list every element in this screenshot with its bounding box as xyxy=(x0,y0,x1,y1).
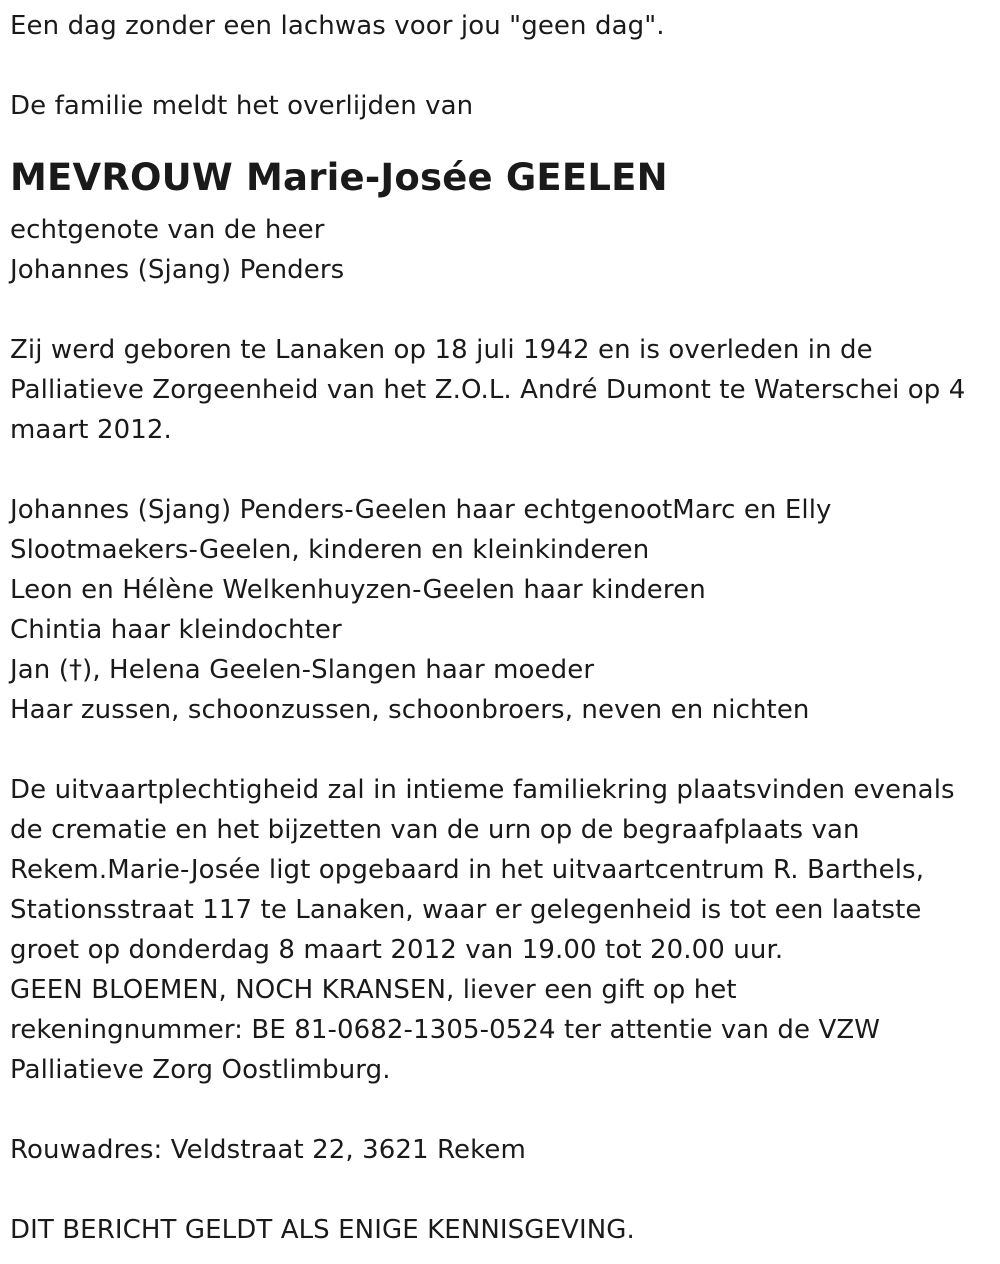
spacer xyxy=(10,46,995,86)
ceremony-line: Stationsstraat 117 te Lanaken, waar er gelegenheid is tot een laatste xyxy=(10,895,922,925)
spacer xyxy=(10,126,995,146)
intro-quote: Een dag zonder een lachwas voor jou "geen dag". xyxy=(10,11,665,41)
spouse-block xyxy=(10,210,995,290)
spacer xyxy=(10,450,995,490)
spouse-line: Johannes (Sjang) Penders xyxy=(10,255,345,285)
family-line: Haar zussen, schoonzussen, schoonbroers, neven en nichten xyxy=(10,695,810,725)
announcement-text: De familie meldt het overlijden van xyxy=(10,91,474,121)
ceremony-line: rekeningnummer: BE 81-0682-1305-0524 ter attentie van de VZW xyxy=(10,1015,881,1045)
family-line: Jan (†), Helena Geelen-Slangen haar moeder xyxy=(10,655,595,685)
mourning-address: Rouwadres: Veldstraat 22, 3621 Rekem xyxy=(10,1135,526,1165)
birth-death-line: Zij werd geboren te Lanaken op 18 juli 1942 en is overleden in de xyxy=(10,335,873,365)
ceremony-line: groet op donderdag 8 maart 2012 van 19.00 tot 20.00 uur. xyxy=(10,935,784,965)
family-line: Chintia haar kleindochter xyxy=(10,615,342,645)
obituary-document xyxy=(10,0,995,1250)
birth-death-line: Palliatieve Zorgeenheid van het Z.O.L. André Dumont te Waterschei op 4 xyxy=(10,375,966,405)
spacer xyxy=(10,290,995,330)
spacer xyxy=(10,730,995,770)
spacer xyxy=(10,1170,995,1210)
ceremony-line: De uitvaartplechtigheid zal in intieme familiekring plaatsvinden evenals xyxy=(10,775,955,805)
spouse-line: echtgenote van de heer xyxy=(10,215,325,245)
ceremony-line: Palliatieve Zorg Oostlimburg. xyxy=(10,1055,391,1085)
ceremony-block xyxy=(10,770,995,1090)
family-line: Leon en Hélène Welkenhuyzen-Geelen haar kinderen xyxy=(10,575,706,605)
spacer xyxy=(10,1090,995,1130)
family-line: Slootmaekers-Geelen, kinderen en kleinkinderen xyxy=(10,535,650,565)
ceremony-line: de crematie en het bijzetten van de urn op de begraafplaats van xyxy=(10,815,860,845)
birth-death-line: maart 2012. xyxy=(10,415,172,445)
family-line: Johannes (Sjang) Penders-Geelen haar echtgenootMarc en Elly xyxy=(10,495,832,525)
ceremony-line: GEEN BLOEMEN, NOCH KRANSEN, liever een gift op het xyxy=(10,975,737,1005)
deceased-name: MEVROUW Marie-Josée GEELEN xyxy=(10,156,668,199)
family-block xyxy=(10,490,995,730)
birth-death-block xyxy=(10,330,995,450)
closing-notice: DIT BERICHT GELDT ALS ENIGE KENNISGEVING. xyxy=(10,1215,635,1245)
ceremony-line: Rekem.Marie-Josée ligt opgebaard in het uitvaartcentrum R. Barthels, xyxy=(10,855,925,885)
